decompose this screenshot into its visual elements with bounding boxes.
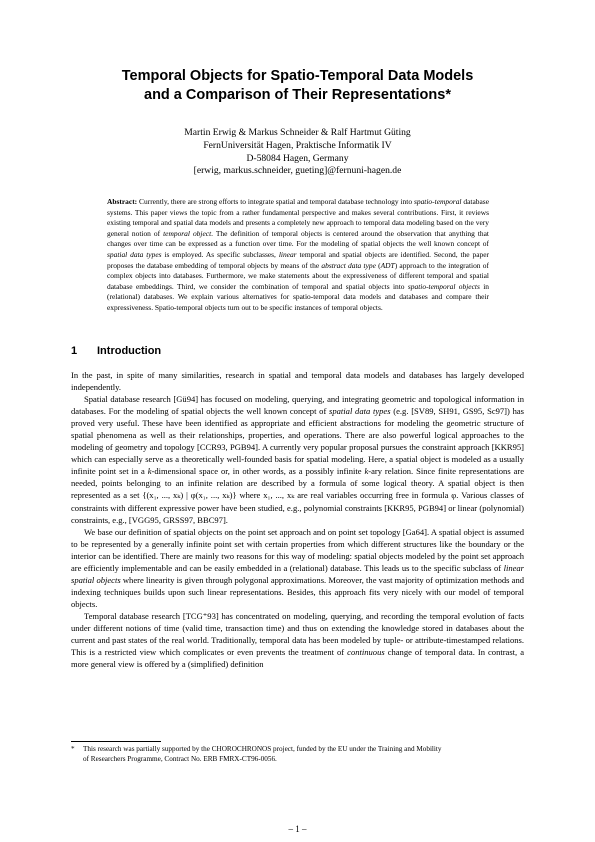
abstract-emph: ADT xyxy=(380,260,395,270)
abstract-emph: spatial data types xyxy=(107,249,162,259)
paragraph-text: change of temporal data. In contrast, a more general view is offered by a (simplified) definition xyxy=(71,647,525,670)
paragraph xyxy=(71,393,524,526)
footnote-line: of Researchers Programme, Contract No. ERB FMRX-CT96-0056. xyxy=(83,755,277,764)
page-number: – 1 – xyxy=(288,824,307,834)
author-email: [erwig, markus.schneider, gueting]@fernuni-hagen.de xyxy=(193,165,402,177)
author-names: Martin Erwig & Markus Schneider & Ralf Hartmut Güting xyxy=(184,127,411,138)
footnote-mark: * xyxy=(71,745,75,753)
paragraph-emph: spatial data types xyxy=(329,406,391,417)
paper-title xyxy=(40,67,555,105)
abstract-emph: temporal object xyxy=(163,228,212,238)
paragraph-emph: continuous xyxy=(347,647,385,658)
paragraph: In the past, in spite of many similarities, research in spatial and temporal data models and databases has largely developed independently. xyxy=(71,370,524,393)
section-number: 1 xyxy=(71,345,78,357)
abstract-text: database systems. This paper views the topic from a rather fundamental perspective and makes several contributions. First, it reviews existing temporal and spatial data models and presents a completely new approach to temporal data modeling based on the very general notion of xyxy=(107,197,489,238)
title-line-1: Temporal Objects for Spatio-Temporal Data Models xyxy=(121,68,474,84)
abstract-text: is employed. As specific subclasses, xyxy=(161,249,279,259)
author-address: D-58084 Hagen, Germany xyxy=(246,152,349,164)
paragraph-text: where linearity is given through polygonal approximations. Moreover, the vast majority of optimization methods and indexing techniques builds upon such linear representations. Besides, this approach fits very nicely with our model of temporal objects. xyxy=(71,574,525,609)
paragraph-emph: k xyxy=(147,466,152,477)
title-line-2: and a Comparison of Their Representations* xyxy=(144,87,451,103)
paragraph xyxy=(71,526,524,610)
paragraph-emph: linear spatial objects xyxy=(71,562,524,585)
footnote-line: This research was partially supported by the CHOROCHRONOS project, funded by the EU under the Training and Mobility xyxy=(83,745,442,753)
paragraph-emph: k xyxy=(364,466,369,477)
paragraph xyxy=(71,610,524,670)
abstract-emph: linear xyxy=(278,249,297,259)
abstract-text: ( xyxy=(375,260,381,270)
paragraph-text: -dimensional space or, in other words, as a possibly infinite xyxy=(151,466,365,477)
abstract xyxy=(107,197,489,314)
abstract-emph: spatio-temporal xyxy=(413,197,462,206)
author-affiliation: FernUniversität Hagen, Praktische Informatik IV xyxy=(203,139,392,151)
paragraph-text: We base our definition of spatial objects on the point set approach and on point set topology [Ga64]. A spatial object is assumed to be represented by a generally infinite point set with certain properties from which different structures like the boundary or the interior can be identified. There are mainly two reasons for this way of modeling: spatial objects modeled by the point set approach are efficiently implementable and can be easily embedded in a (relational) database. This leads us to the specific subclass of xyxy=(71,526,524,573)
paragraph-text: Temporal database research [TCG⁺93] has concentrated on modeling, querying, and recording the temporal evolution of facts under different notions of time (valid time, transaction time) and thus on extending the knowledge stored in databases about the current and past states of the real world. Traditionally, temporal data has been modeled by tuple- or attribute-timestamped relations. This is a restricted view which complicates or even prevents the treatment of xyxy=(71,610,524,658)
section-heading xyxy=(71,345,161,357)
abstract-text: temporal and spatial objects are identified. Second, the paper proposes the database embedding of temporal objects by means of the xyxy=(107,249,489,270)
abstract-emph: spatio-temporal objects xyxy=(407,281,480,291)
abstract-emph: abstract data type xyxy=(321,260,376,270)
section-title: Introduction xyxy=(97,345,162,357)
author-block xyxy=(40,127,555,178)
abstract-label: Abstract: xyxy=(107,197,138,206)
paragraph-text: (e.g. [SV89, SH91, GS95, Sc97]) has proved very useful. These have been identified as appropriate and efficient abstractions for modeling the geometric structure of spatial phenomena as well as their relationships, properties, and operations. There are also powerful logical approaches to the modeling of geometry and topology [CCR93, PGB94]. A currently very popular proposal pursues the constraint approach [KKR95] which can especially serve as a theoretically well-founded basis for spatial modeling. Here, a spatial object is modeled as a usually infinite point set in a xyxy=(71,406,524,477)
paragraph-text: Spatial database research [Gü94] has focused on modeling, querying, and integrating geometric and topological information in databases. For the modeling of spatial objects the well known concept of xyxy=(71,394,524,417)
body-text xyxy=(71,369,524,670)
footnote-rule xyxy=(71,741,161,742)
footnote xyxy=(71,744,524,765)
abstract-text: . The definition of temporal objects is centered around the observation that anything that changes over time can be expressed as a function over time. For the modeling of spatial objects the well known concept of xyxy=(107,228,489,249)
abstract-text: in (relational) databases. We explain various alternatives for spatio-temporal data models and databases and compare their expressiveness. Spatio-temporal objects turn out to be specific instances of temporal objects. xyxy=(107,281,489,312)
abstract-text: ) approach to the integration of complex objects into databases. Furthermore, we make statements about the expressiveness of different temporal and spatial database embeddings. Third, we consider the combination of temporal and spatial objects into xyxy=(107,260,489,291)
abstract-text: Currently, there are strong efforts to integrate spatial and temporal database technology into xyxy=(137,197,414,206)
paragraph-text: -ary relation. Since finite representations are needed, points belonging to an infinite relation are described by a formula of some logical theory. A spatial object is then represented as a set {(x₁, ..., xₖ) | φ(x₁, ..., xₖ)} where x₁, ..., xₖ are real variables occurring free in formula φ. Various classes of constraints with different expressive power have been studied, e.g., polynomial constraints [KKR95, PGB94] or linear (polynomial) constraints, e.g., [VGG95, GRSS97, BBC97]. xyxy=(71,466,524,525)
